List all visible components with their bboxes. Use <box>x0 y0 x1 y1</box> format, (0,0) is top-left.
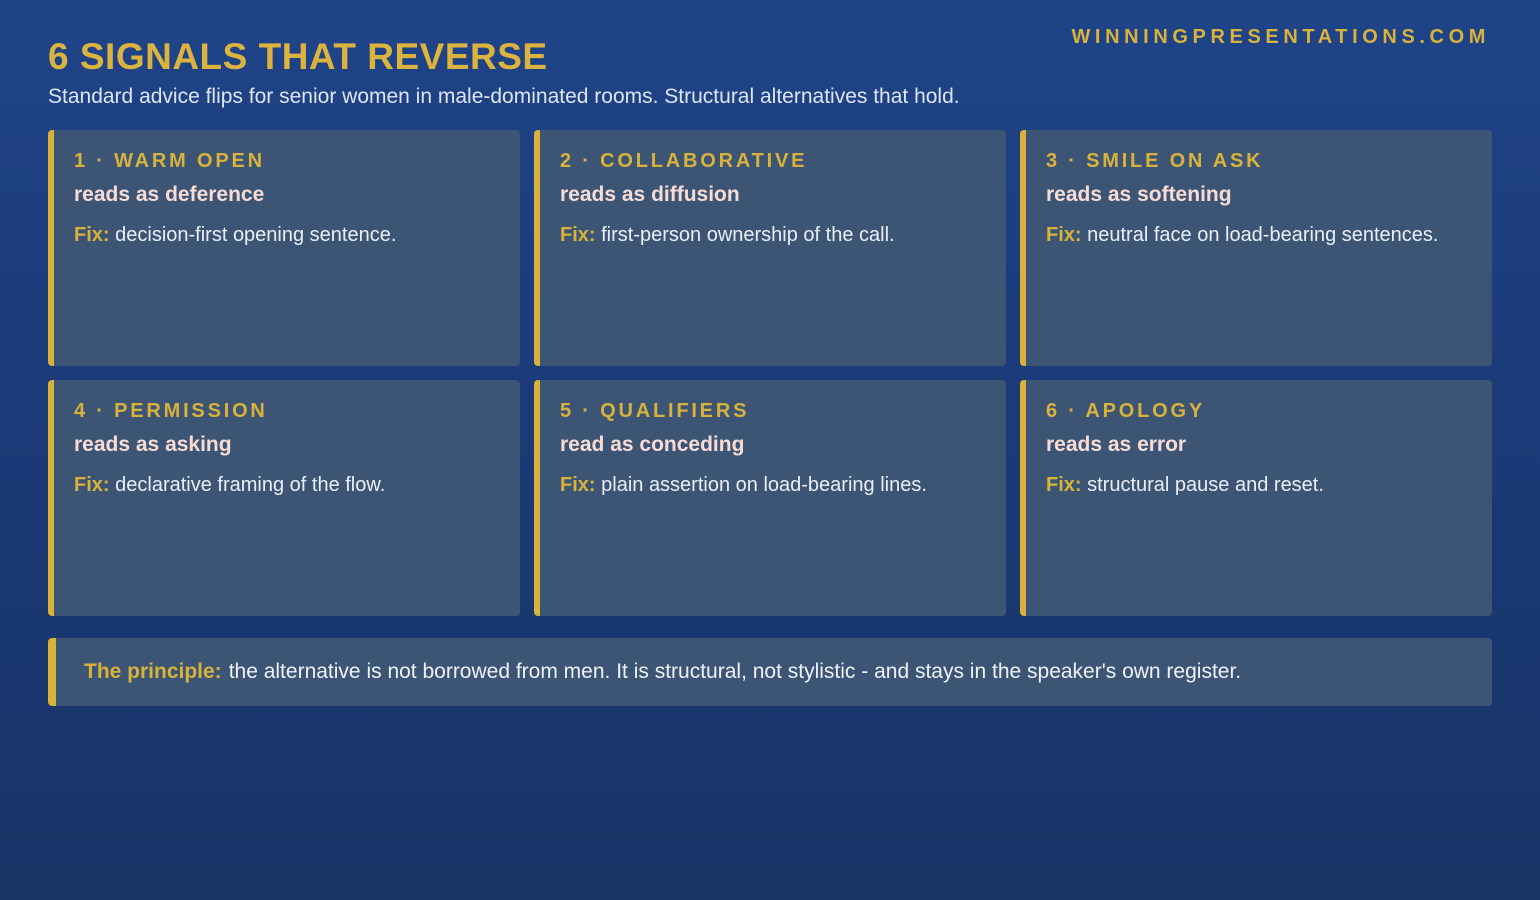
principle-label: The principle: <box>84 660 222 683</box>
signal-card-qualifiers <box>534 380 1006 616</box>
signal-card-apology <box>1020 380 1492 616</box>
fix-text: first-person ownership of the call. <box>601 224 895 246</box>
fix-label: Fix: <box>74 224 110 246</box>
card-reads-as: reads as deference <box>74 183 265 206</box>
fix-label: Fix: <box>1046 474 1082 496</box>
signal-card-warm-open <box>48 130 520 366</box>
fix-text: declarative framing of the flow. <box>115 474 386 496</box>
signal-card-permission <box>48 380 520 616</box>
card-fix <box>560 471 986 499</box>
card-reads-as: reads as asking <box>74 433 232 456</box>
signal-cards-grid <box>48 130 1492 616</box>
fix-label: Fix: <box>74 474 110 496</box>
card-fix <box>560 221 986 249</box>
card-label: 2 · COLLABORATIVE <box>560 150 808 172</box>
page-subtitle: Standard advice flips for senior women in male-dominated rooms. Structural alternatives that hold. <box>48 85 960 108</box>
card-label: 6 · APOLOGY <box>1046 400 1205 422</box>
fix-label: Fix: <box>560 474 596 496</box>
fix-text: decision-first opening sentence. <box>115 224 397 246</box>
signal-card-collaborative <box>534 130 1006 366</box>
fix-text: structural pause and reset. <box>1087 474 1324 496</box>
fix-text: plain assertion on load-bearing lines. <box>601 474 927 496</box>
card-reads-as: reads as error <box>1046 433 1187 456</box>
card-label: 3 · SMILE ON ASK <box>1046 150 1264 172</box>
card-fix <box>74 221 500 249</box>
card-label: 4 · PERMISSION <box>74 400 268 422</box>
brand-wordmark: WINNINGPRESENTATIONS.COM <box>1071 26 1490 48</box>
card-fix <box>1046 221 1472 249</box>
card-reads-as: reads as softening <box>1046 183 1232 206</box>
card-fix <box>1046 471 1472 499</box>
card-reads-as: read as conceding <box>560 433 745 456</box>
card-label: 5 · QUALIFIERS <box>560 400 750 422</box>
fix-text: neutral face on load-bearing sentences. <box>1087 224 1439 246</box>
principle-text: the alternative is not borrowed from men. It is structural, not stylistic - and stays in the speaker's own register. <box>228 660 1242 683</box>
fix-label: Fix: <box>560 224 596 246</box>
card-fix <box>74 471 500 499</box>
signal-card-smile-on-ask <box>1020 130 1492 366</box>
card-reads-as: reads as diffusion <box>560 183 740 206</box>
card-label: 1 · WARM OPEN <box>74 150 265 172</box>
principle-callout <box>48 638 1492 706</box>
fix-label: Fix: <box>1046 224 1082 246</box>
page-title: 6 SIGNALS THAT REVERSE <box>48 36 548 77</box>
